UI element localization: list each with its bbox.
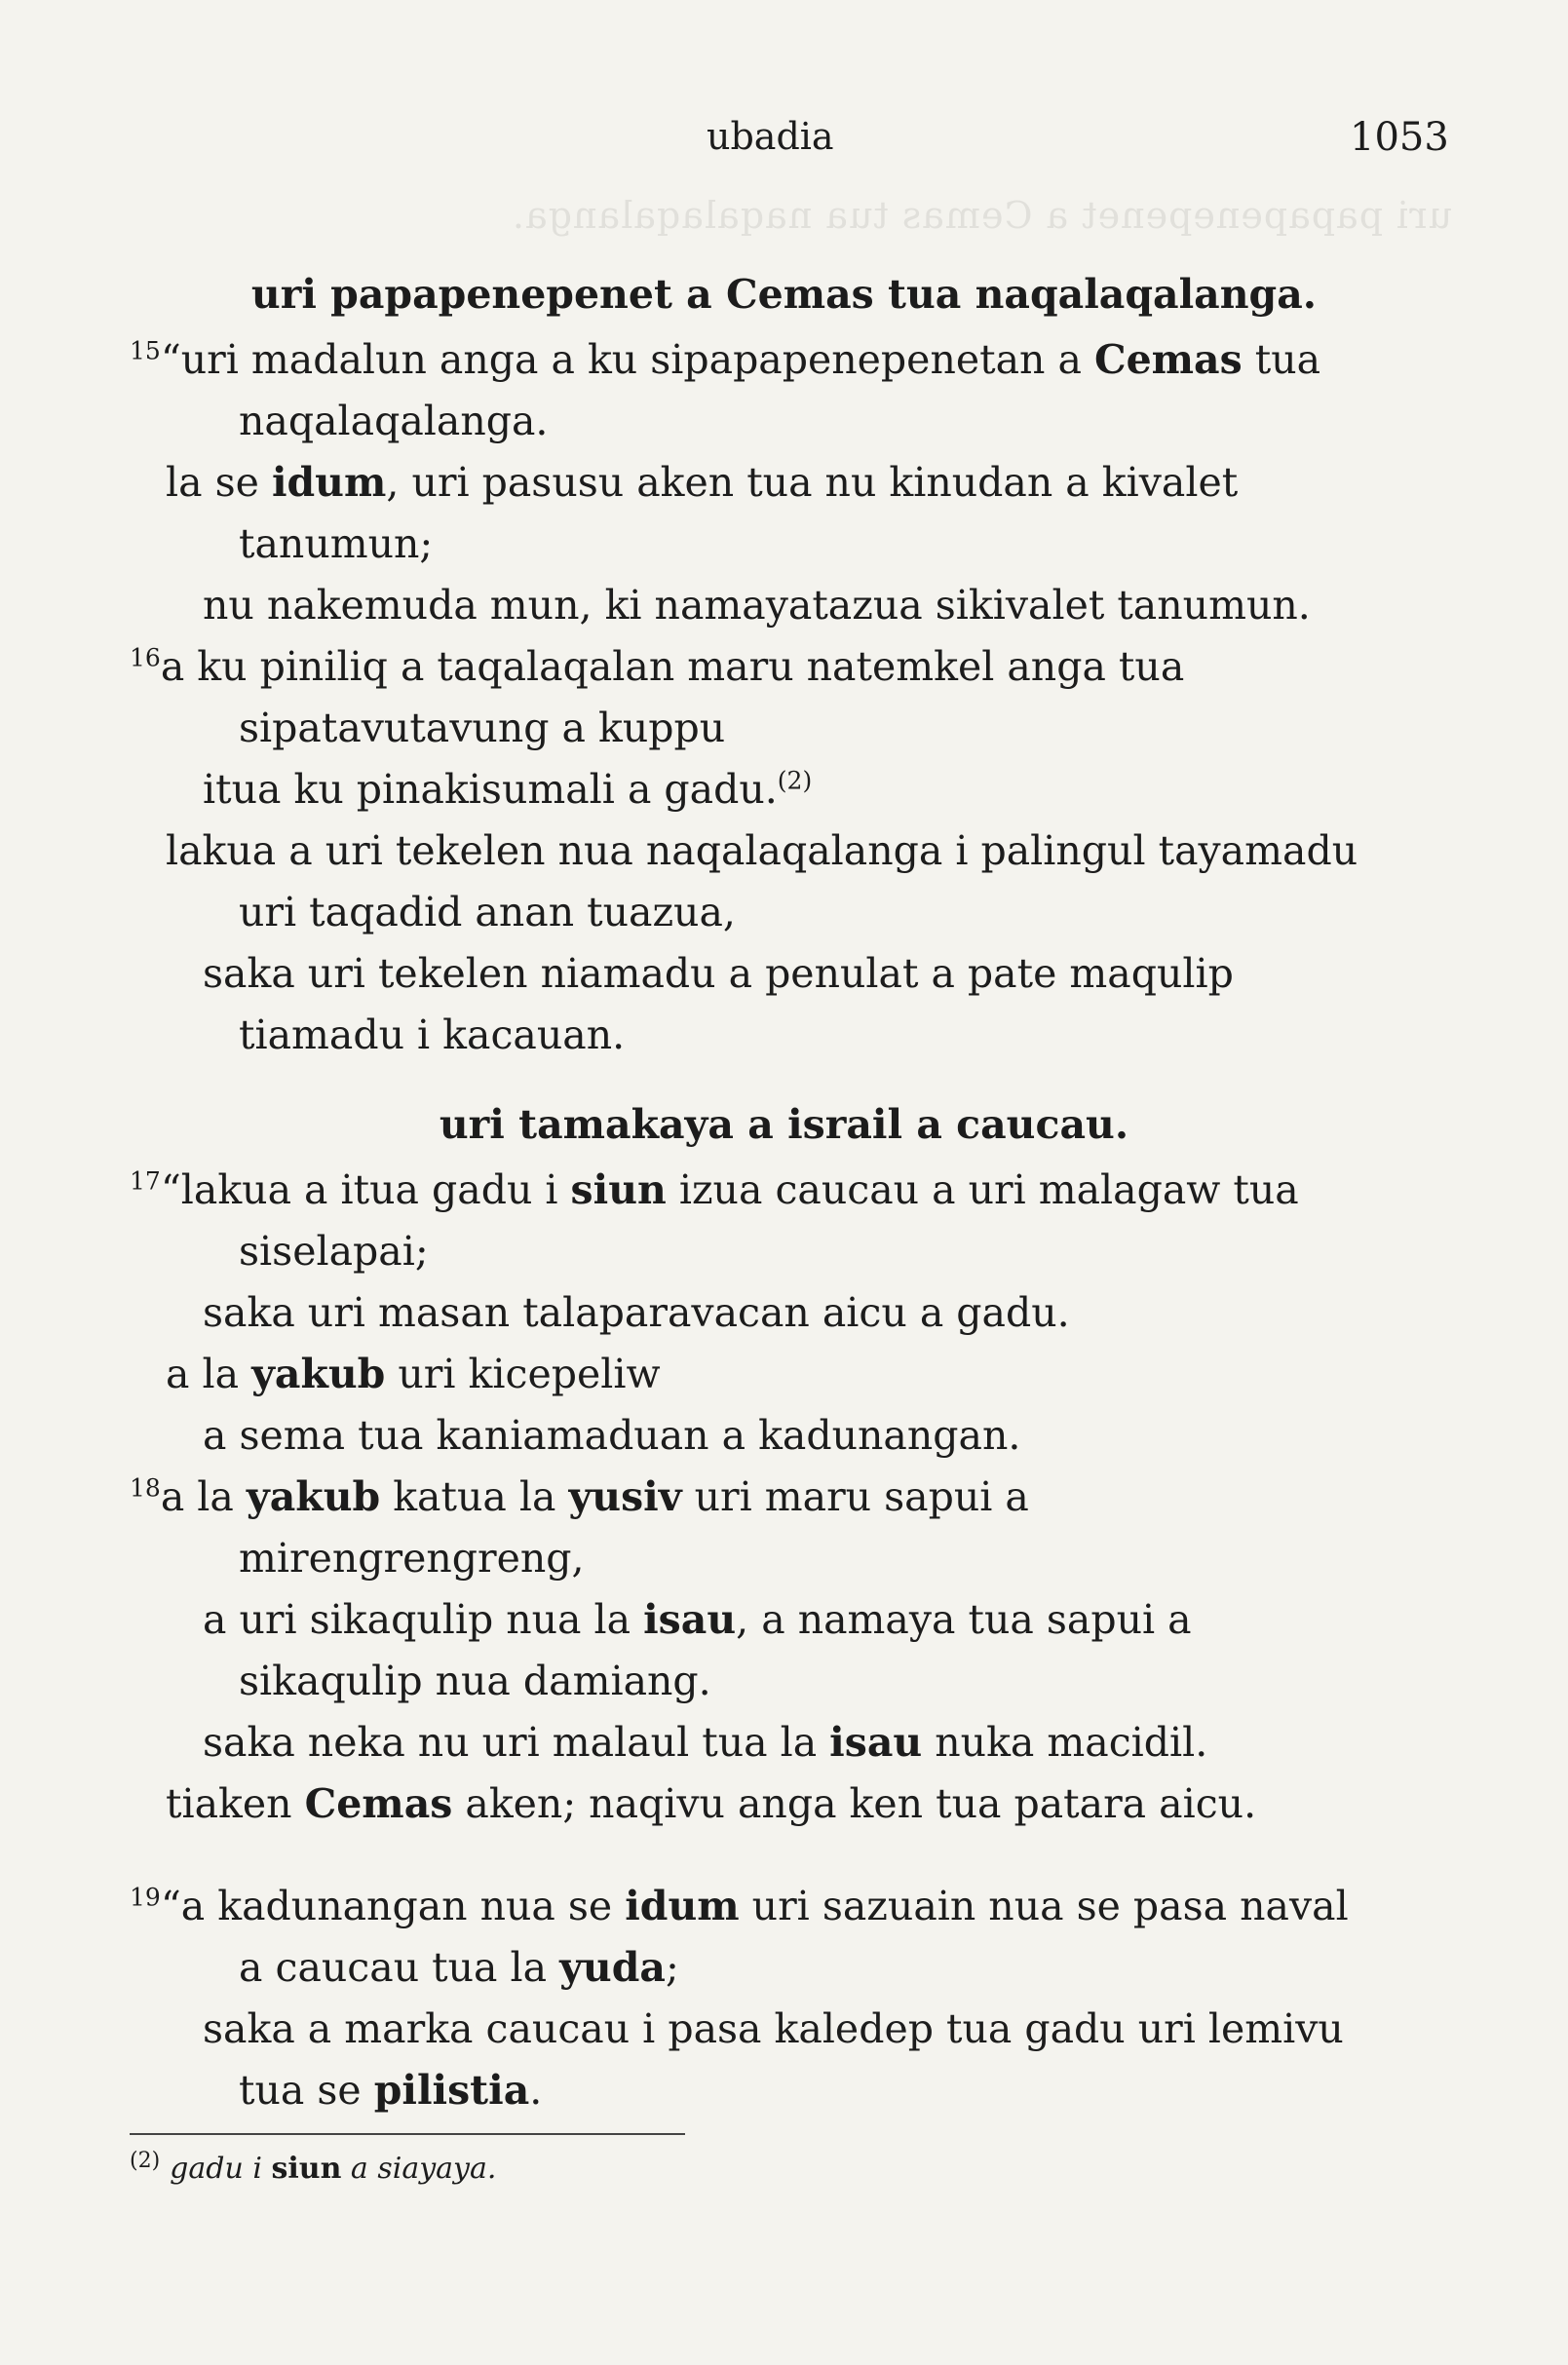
verse-number: 18	[130, 1473, 161, 1503]
verse-line: $^{16}$a ku piniliq a taqalaqalan maru natemkel anga tua	[130, 643, 1185, 690]
section-heading: uri tamakaya a israil a caucau.	[439, 1101, 1129, 1148]
verse-line: a la yakub uri kicepeliw	[166, 1351, 661, 1397]
verse-line: uri taqadid anan tuazua,	[239, 889, 736, 935]
verse-line: $^{19}$“a kadunangan nua se idum uri sazuain nua se pasa naval	[130, 1883, 1349, 1929]
verse-line: tiaken Cemas aken; naqivu anga ken tua patara aicu.	[166, 1780, 1257, 1827]
verse-line: a uri sikaqulip nua la isau, a namaya tua sapui a	[203, 1596, 1192, 1643]
verse-line: lakua a uri tekelen nua naqalaqalanga i palingul tayamadu	[166, 827, 1358, 874]
footnote-marker: (2)	[130, 2149, 161, 2173]
verse-line: mirengrengreng,	[239, 1535, 585, 1582]
verse-line: $^{15}$“uri madalun anga a ku sipapapenepenetan a Cemas tua	[130, 336, 1321, 383]
verse-number: 19	[130, 1883, 161, 1912]
verse-line: itua ku pinakisumali a gadu.$^{(2)}$	[203, 766, 813, 813]
verse-line: a sema tua kaniamaduan a kadunangan.	[203, 1412, 1021, 1459]
running-head: ubadia	[707, 115, 834, 158]
verse-line: sipatavutavung a kuppu	[239, 705, 726, 751]
footnote-reference[interactable]: (2)	[777, 766, 813, 795]
verse-line: siselapai;	[239, 1228, 429, 1275]
verse-line: saka a marka caucau i pasa kaledep tua gadu uri lemivu	[203, 2005, 1344, 2052]
verse-number: 16	[130, 643, 161, 672]
show-through-text: uri papapenepenet a Cemas tua naqalaqalanga.	[511, 194, 1452, 237]
verse-number: 15	[130, 336, 161, 365]
footnote: $^{(2)}$ gadu i siun a siayaya.	[130, 2149, 497, 2186]
verse-line: $^{18}$a la yakub katua la yusiv uri maru sapui a	[130, 1473, 1029, 1520]
verse-line: nu nakemuda mun, ki namayatazua sikivalet tanumun.	[203, 582, 1311, 629]
page-number: 1053	[1350, 115, 1449, 160]
verse-line: tiamadu i kacauan.	[239, 1011, 626, 1058]
verse-line: sikaqulip nua damiang.	[239, 1658, 711, 1704]
verse-line: saka neka nu uri malaul tua la isau nuka macidil.	[203, 1719, 1208, 1766]
section-heading: uri papapenepenet a Cemas tua naqalaqalanga.	[250, 271, 1318, 318]
page-header	[0, 115, 1568, 173]
verse-line: a caucau tua la yuda;	[239, 1944, 679, 1991]
verse-line: $^{17}$“lakua a itua gadu i siun izua caucau a uri malagaw tua	[130, 1166, 1299, 1213]
verse-line: saka uri tekelen niamadu a penulat a pate maqulip	[203, 950, 1234, 997]
verse-number: 17	[130, 1166, 161, 1196]
verse-line: naqalaqalanga.	[239, 398, 549, 444]
verse-line: saka uri masan talaparavacan aicu a gadu.	[203, 1289, 1070, 1336]
footnote-divider	[130, 2133, 685, 2135]
verse-line: tua se pilistia.	[239, 2067, 543, 2114]
verse-line: la se idum, uri pasusu aken tua nu kinudan a kivalet	[166, 459, 1239, 506]
verse-line: tanumun;	[239, 520, 434, 567]
